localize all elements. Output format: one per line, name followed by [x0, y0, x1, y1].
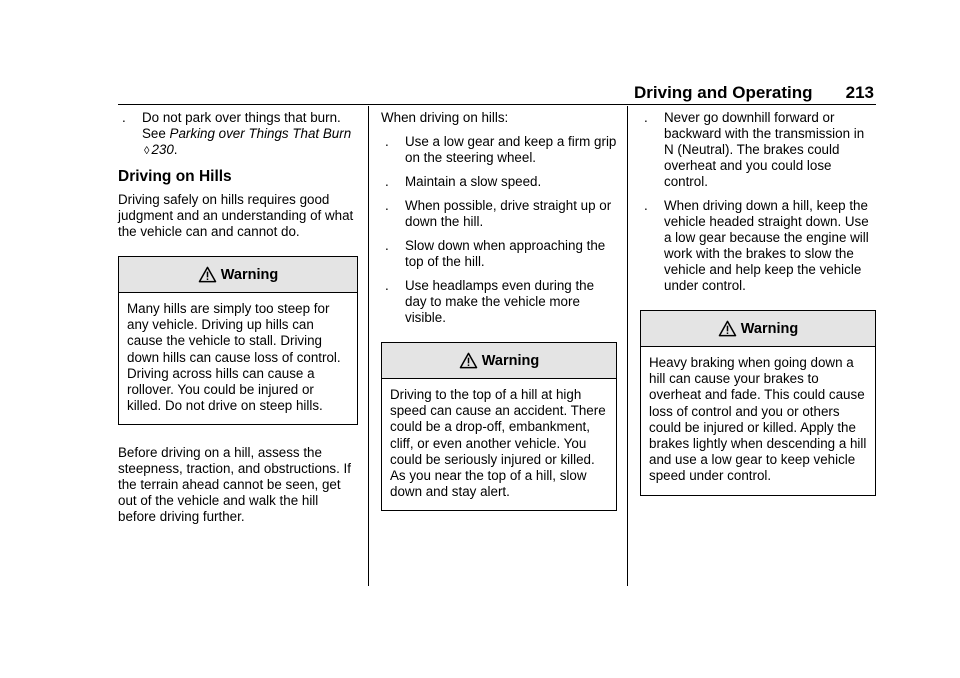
warning-title: Warning [220, 266, 279, 283]
column-2 [381, 110, 617, 531]
warning-box [381, 342, 617, 511]
reference-title: Parking over Things That Burn [169, 126, 352, 141]
list-item [381, 278, 617, 326]
warning-triangle-icon [718, 320, 737, 337]
bullet-marker: . [385, 238, 389, 253]
reference-page: 230 [151, 142, 174, 157]
warning-header [382, 343, 616, 379]
bullet-marker: . [644, 110, 648, 125]
warning-box [640, 310, 876, 496]
list-item [381, 134, 617, 166]
list-item [640, 198, 876, 294]
warning-text: Heavy braking when going down a hill can cause your brakes to overheat and fade. This could cause loss of control and you or others could be injured or killed. Apply the brakes lightly when descending a hill and use a low gear to keep vehicle speed under control. [649, 355, 867, 484]
column-1 [118, 110, 358, 533]
bullet-text: Use headlamps even during the day to make the vehicle more visible. [405, 278, 595, 325]
bullet-marker: . [385, 134, 389, 149]
bullet-text: Never go downhill forward or backward with the transmission in N (Neutral). The brakes could overheat and you could lose control. [664, 110, 865, 189]
bullet-text: Maintain a slow speed. [405, 174, 542, 189]
bullet-text: When driving down a hill, keep the vehicle headed straight down. Use a low gear because the engine will work with the brakes to slow the vehicle and help keep the vehicle under control. [664, 198, 869, 293]
bullet-text: Do not park over things that burn. See [142, 110, 341, 141]
warning-text: Many hills are simply too steep for any vehicle. Driving up hills can cause the vehicle to stall. Driving down hills can cause loss of control. Driving across hills can cause a rollover. You could be injured or killed. Do not drive on steep hills. [127, 301, 341, 414]
section-title: Driving and Operating [634, 83, 813, 102]
list-item [118, 110, 358, 159]
bullet-marker: . [385, 278, 389, 293]
warning-text: Driving to the top of a hill at high speed can cause an accident. There could be a drop-off, embankment, cliff, or even another vehicle. You could be seriously injured or killed. As you near the top of a hill, slow down and stay alert. [390, 387, 606, 500]
bullet-marker: . [385, 198, 389, 213]
bullet-text: Slow down when approaching the top of the hill. [405, 238, 606, 269]
bullet-marker: . [385, 174, 389, 189]
list-item [381, 174, 617, 190]
bullet-text: Use a low gear and keep a firm grip on the steering wheel. [405, 134, 617, 165]
list-item [381, 238, 617, 270]
warning-triangle-icon [459, 352, 478, 369]
warning-header [119, 257, 357, 293]
body-paragraph: Before driving on a hill, assess the steepness, traction, and obstructions. If the terrain ahead cannot be seen, get out of the vehicle and walk the hill before driving further. [118, 445, 351, 525]
list-item [381, 198, 617, 230]
warning-title: Warning [740, 320, 799, 337]
column-3 [640, 110, 876, 516]
bullet-marker: . [644, 198, 648, 213]
header-rule [118, 104, 876, 105]
list-item [640, 110, 876, 190]
intro-paragraph: Driving safely on hills requires good judgment and an understanding of what the vehicle can and cannot do. [118, 192, 354, 239]
bullet-marker: . [122, 110, 126, 125]
lead-paragraph: When driving on hills: [381, 110, 509, 125]
section-heading: Driving on Hills [118, 168, 232, 185]
page-number: 213 [845, 83, 874, 102]
warning-triangle-icon [198, 266, 217, 283]
warning-box [118, 256, 358, 425]
column-divider-1 [368, 106, 369, 586]
warning-title: Warning [481, 352, 540, 369]
bullet-text-end: . [173, 142, 178, 157]
page-reference-icon: ◊ [144, 145, 150, 157]
column-divider-2 [627, 106, 628, 586]
warning-header [641, 311, 875, 347]
bullet-text: When possible, drive straight up or down the hill. [405, 198, 612, 229]
